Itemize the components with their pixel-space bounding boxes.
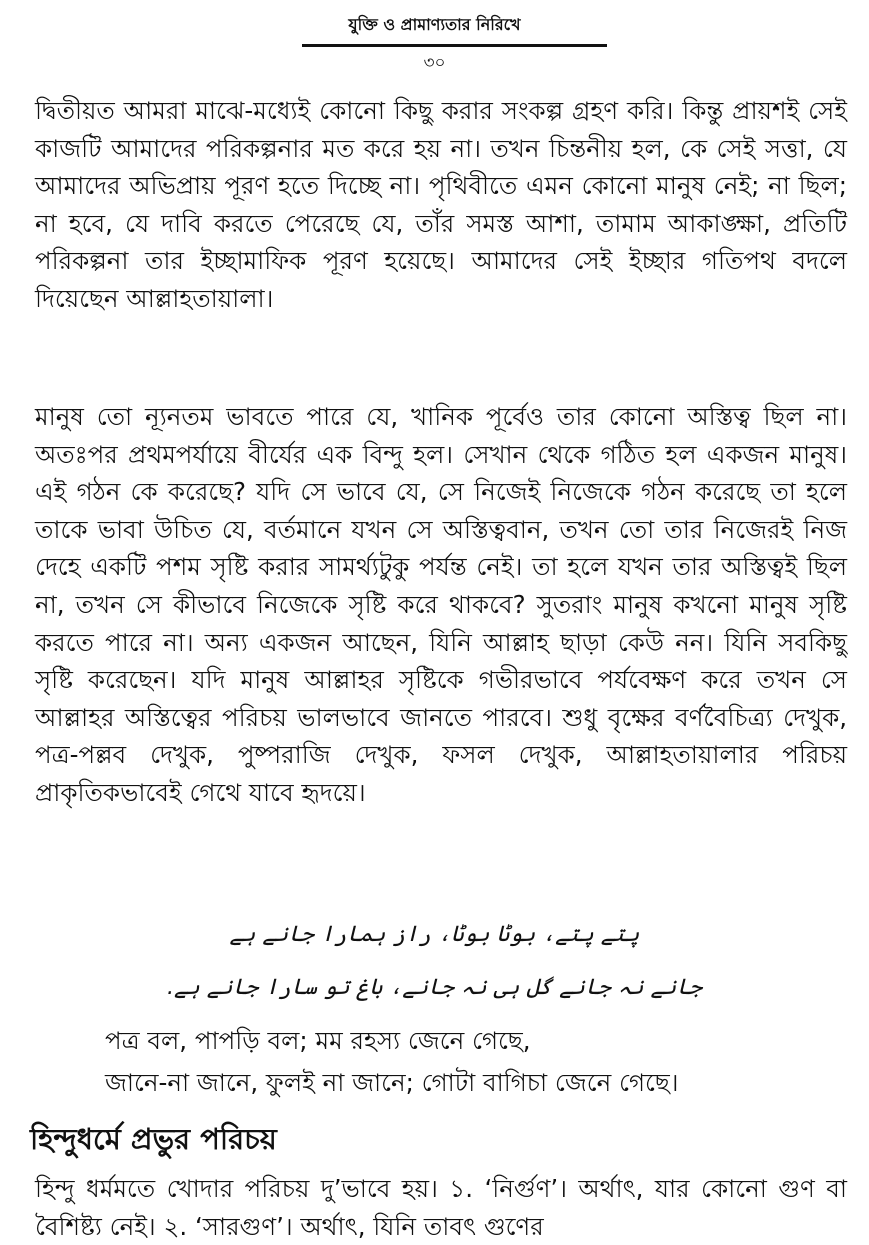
paragraph-2: মানুষ তো ন্যূনতম ভাবতে পারে যে, খানিক পূর্বেও তার কোনো অস্তিত্ব ছিল না। অতঃপর প্রথমপর্যায়ে বীর্যের এক বিন্দু হল। সেখান থেকে গঠিত হল একজন মানুষ। এই গঠন কে করেছে? যদি সে ভাবে যে, সে নিজেই নিজেকে গঠন করেছে তা হলে তাকে ভাবা উচিত যে, বর্তমানে যখন সে অস্তিত্ববান, তখন তো তার নিজেরই নিজ দেহে একটি পশম সৃষ্টি করার সামর্থ্যটুকু পর্যন্ত নেই। তা হলে যখন তার অস্তিত্বই ছিল না, তখন সে কীভাবে নিজেকে সৃষ্টি করে থাকবে? সুতরাং মানুষ কখনো মানুষ সৃষ্টি করতে পারে না। অন্য একজন আছেন, যিনি আল্লাহ ছাড়া কেউ নন। যিনি সবকিছু সৃষ্টি করেছেন। যদি মানুষ আল্লাহর সৃষ্টিকে গভীরভাবে পর্যবেক্ষণ করে তখন সে আল্লাহর অস্তিত্বের পরিচয় ভালভাবে জানতে পারবে। শুধু বৃক্ষের বর্ণবৈচিত্র্য দেখুক, পত্র-পল্লব দেখুক, পুষ্পরাজি দেখুক, ফসল দেখুক, আল্লাহতায়ালার পরিচয় প্রাকৃতিকভাবেই গেথে যাবে হৃদয়ে। <box>35 402 847 807</box>
section-heading: হিন্দুধর্মে প্রভুর পরিচয় <box>30 1122 277 1156</box>
bengali-verse-line-2: জানে-না জানে, ফুলই না জানে; গোটা বাগিচা জেনে গেছে। <box>105 1068 679 1097</box>
urdu-verse-line-2: جانے نہ جانے گل ہی نہ جانے، باغ تو سارا جانے ہے. <box>166 975 703 1000</box>
paragraph-3: হিন্দু ধর্মমতে খোদার পরিচয় দু’ভাবে হয়। ১. ‘নির্গুণ’। অর্থাৎ, যার কোনো গুণ বা বৈশিষ্ট্য নেই। ২. ‘সারগুণ’। অর্থাৎ, যিনি তাবৎ গুণের <box>35 1174 847 1241</box>
paragraph-1: দ্বিতীয়ত আমরা মাঝে-মধ্যেই কোনো কিছু করার সংকল্প গ্রহণ করি। কিন্তু প্রায়শই সেই কাজটি আমাদের পরিকল্পনার মত করে হয় না। তখন চিন্তনীয় হল, কে সেই সত্তা, যে আমাদের অভিপ্রায় পূরণ হতে দিচ্ছে না। পৃথিবীতে এমন কোনো মানুষ নেই; না ছিল; না হবে, যে দাবি করতে পেরেছে যে, তাঁর সমস্ত আশা, তামাম আকাঙ্ক্ষা, প্রতিটি পরিকল্পনা তার ইচ্ছামাফিক পূরণ হয়েছে। আমাদের সেই ইচ্ছার গতিপথ বদলে দিয়েছেন আল্লাহতায়ালা। <box>35 96 847 313</box>
header-rule <box>302 44 607 47</box>
running-title: যুক্তি ও প্রামাণ্যতার নিরিখে <box>348 15 521 34</box>
page-number: ৩০ <box>423 53 446 73</box>
bengali-verse-line-1: পত্র বল, পাপড়ি বল; মম রহস্য জেনে গেছে, <box>105 1026 531 1055</box>
urdu-verse-line-1: پتے پتے، بوٹا بوٹا، راز ہمارا جانے ہے <box>229 922 640 947</box>
